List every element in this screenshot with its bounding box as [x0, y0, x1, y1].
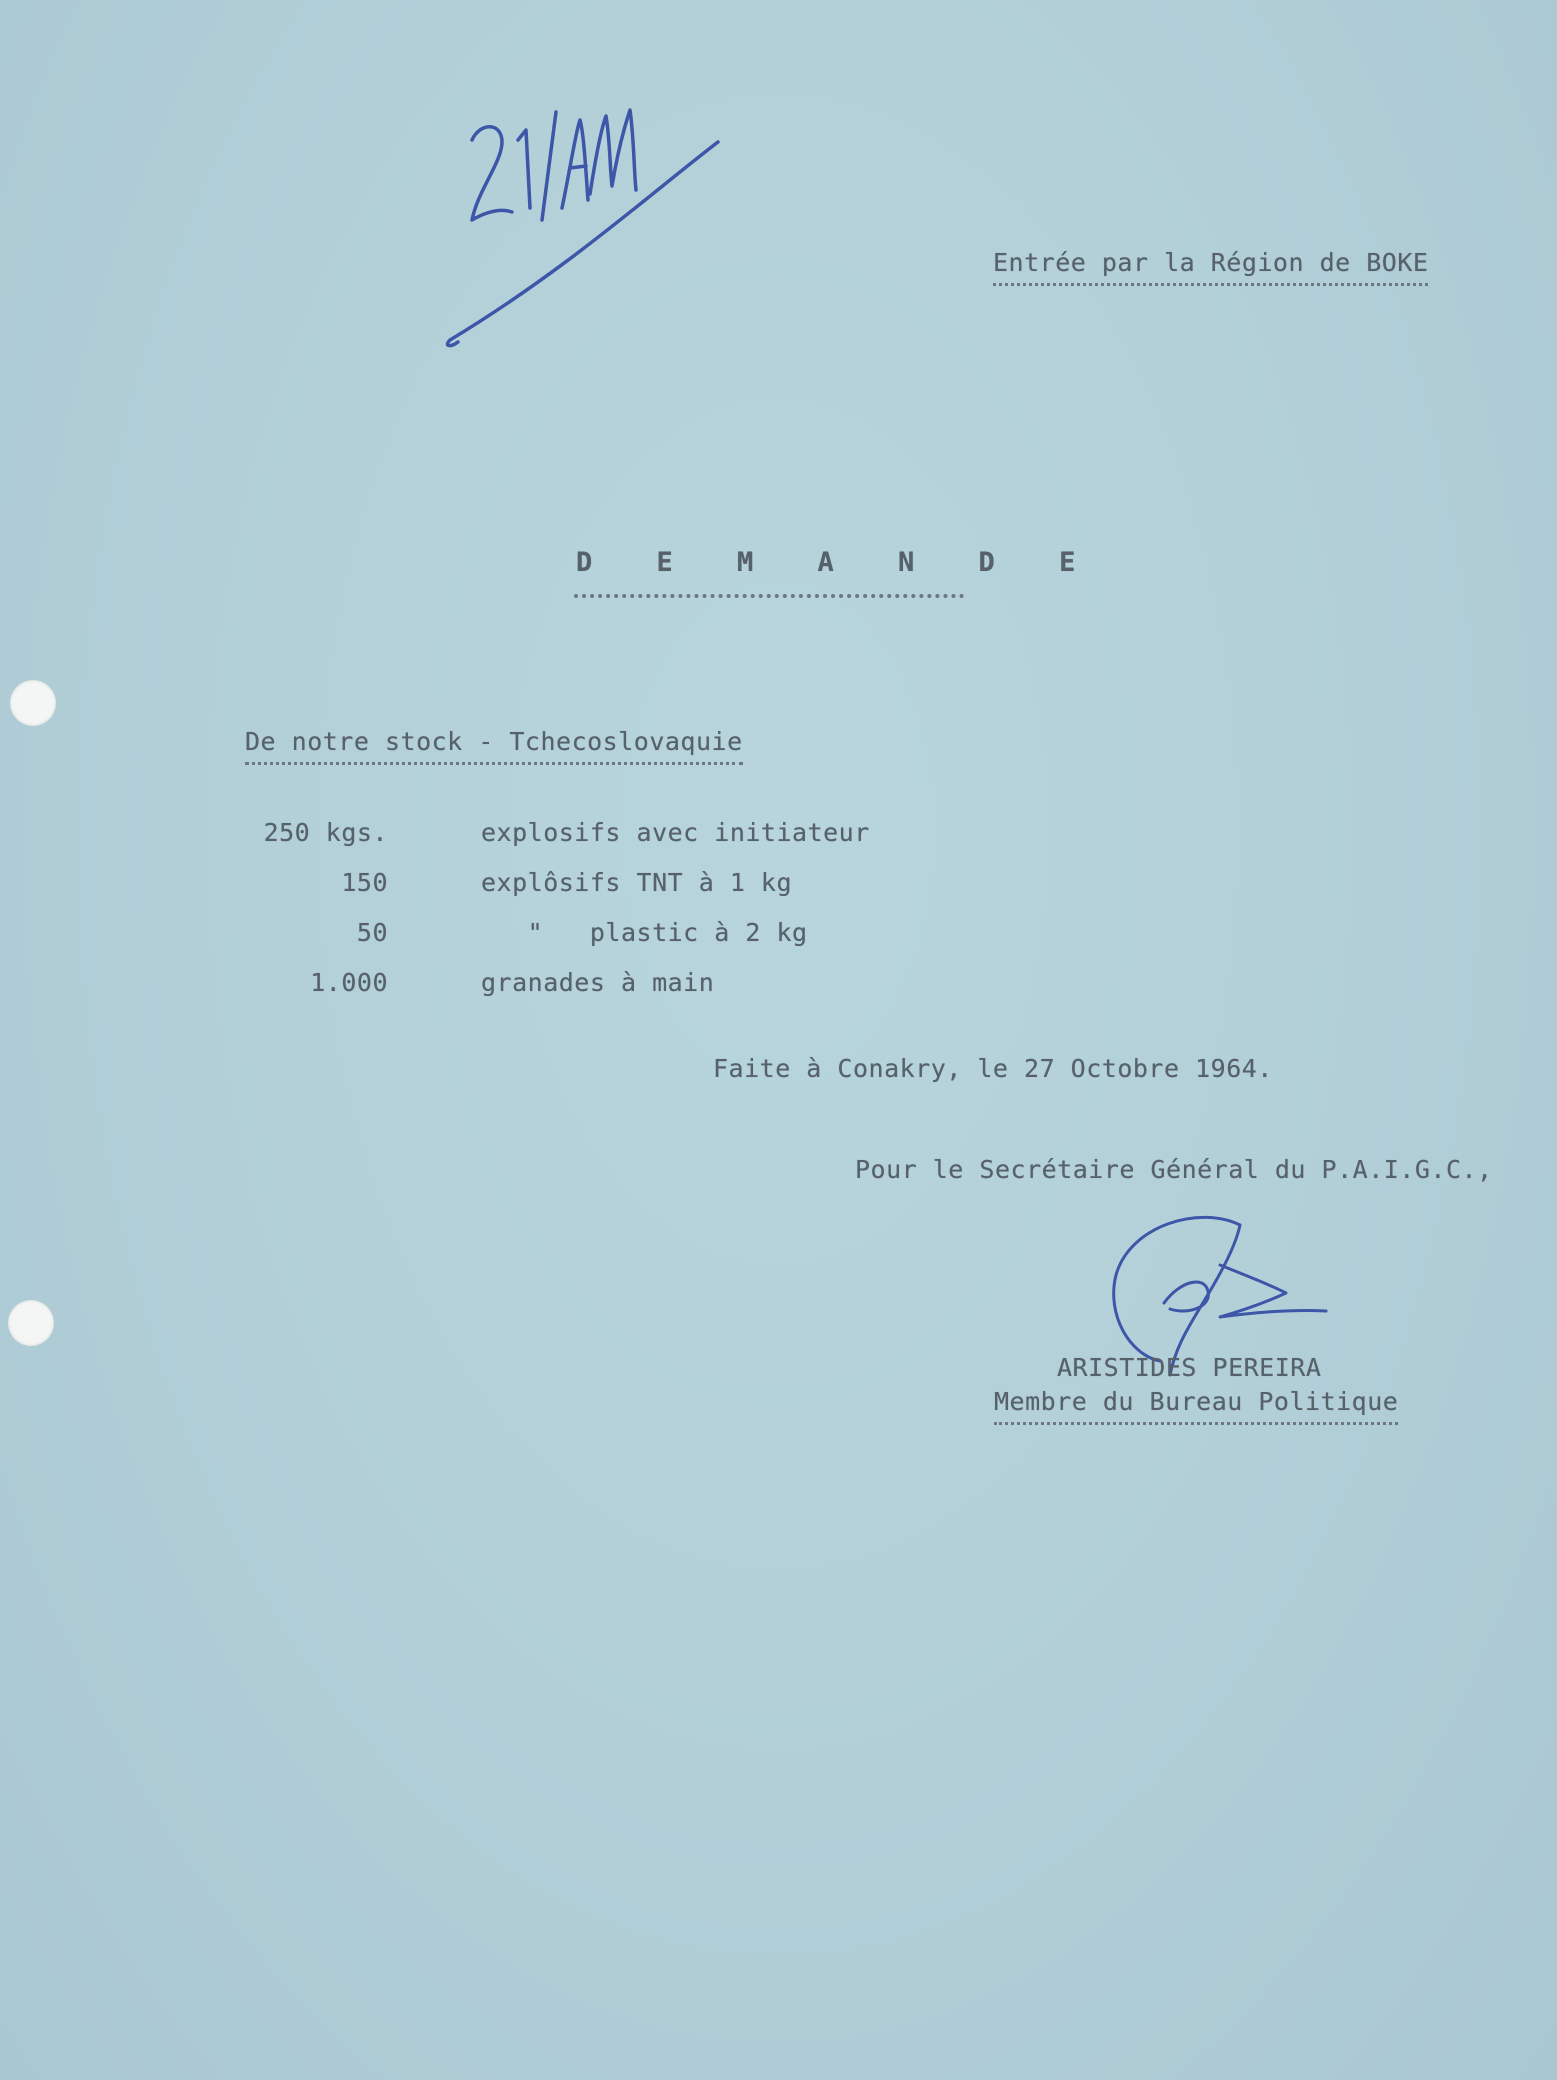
routing-note: Entrée par la Région de BOKE: [993, 248, 1428, 286]
stock-source-heading: De notre stock - Tchecoslovaquie: [245, 727, 743, 765]
item-description: explosifs avec initiateur: [481, 818, 870, 847]
punch-hole-lower: [8, 1300, 54, 1346]
signer-name: ARISTIDES PEREIRA: [1057, 1353, 1322, 1382]
item-description: granades à main: [481, 968, 715, 997]
item-description: explôsifs TNT à 1 kg: [481, 868, 793, 897]
punch-hole-upper: [10, 680, 56, 726]
item-quantity: 50: [356, 918, 388, 947]
handwritten-reference-mark: [430, 90, 750, 360]
place-and-date: Faite à Conakry, le 27 Octobre 1964.: [713, 1054, 1273, 1083]
item-quantity: 250 kgs.: [263, 818, 388, 847]
title-underline: [574, 594, 964, 598]
document-title: D E M A N D E: [576, 547, 1100, 578]
item-description: " plastic à 2 kg: [481, 918, 808, 947]
on-behalf-line: Pour le Secrétaire Général du P.A.I.G.C.,: [855, 1155, 1493, 1184]
item-quantity: 150: [341, 868, 388, 897]
signer-role: Membre du Bureau Politique: [994, 1387, 1398, 1425]
item-quantity: 1.000: [310, 968, 388, 997]
